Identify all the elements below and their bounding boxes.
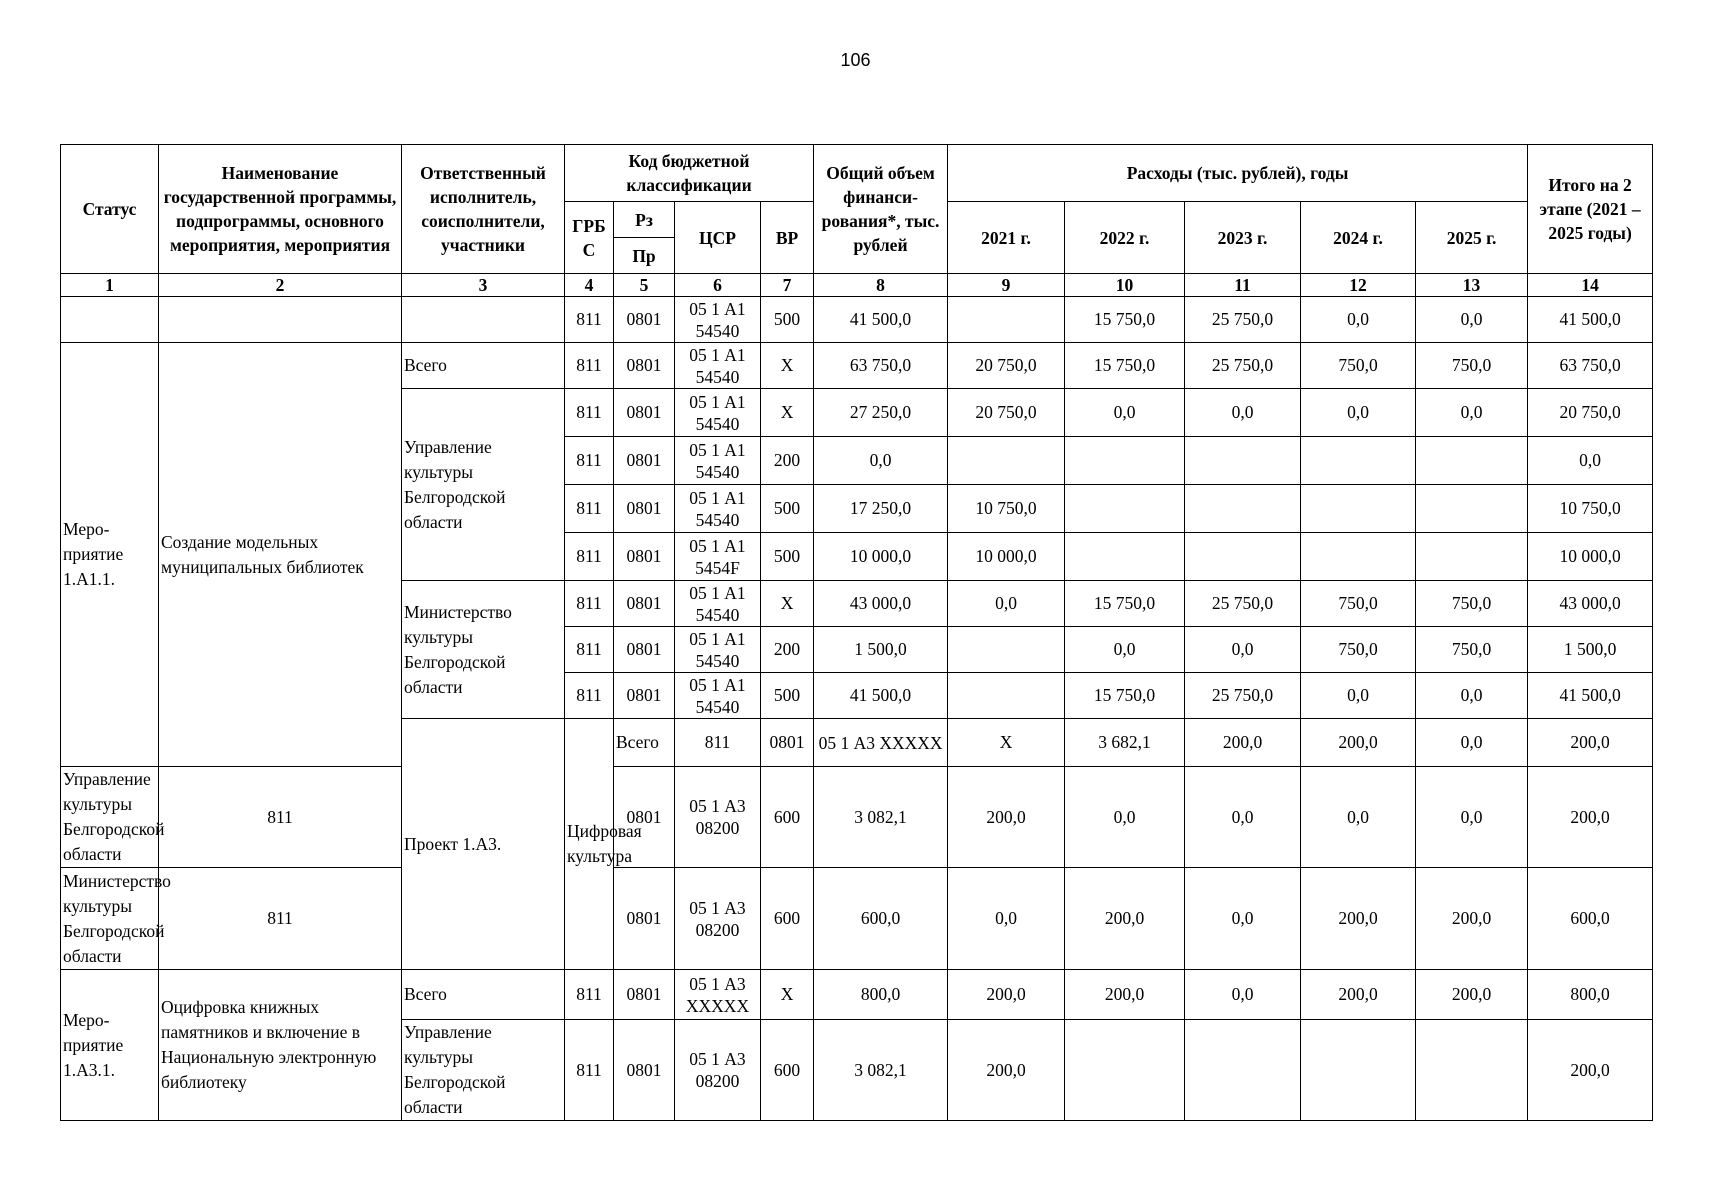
csr-cell: 05 1 А3 08200: [675, 1020, 761, 1121]
year-2022-cell: 200,0: [1301, 719, 1416, 767]
year-2023-cell: 0,0: [1185, 767, 1301, 868]
year-2024-cell: [1301, 485, 1416, 533]
stage-total-cell: 20 750,0: [1528, 389, 1653, 437]
year-2024-cell: 750,0: [1301, 581, 1416, 627]
year-2024-cell: 200,0: [1301, 970, 1416, 1020]
year-2021-cell: 200,0: [948, 970, 1065, 1020]
rzpr-cell: 0801: [614, 627, 675, 673]
stage-total-cell: 63 750,0: [1528, 343, 1653, 389]
csr-cell: 05 1 А1 54540: [675, 343, 761, 389]
vr-cell: 500: [761, 485, 814, 533]
stage-total-cell: 200,0: [1528, 767, 1653, 868]
header-pr: Пр: [614, 238, 675, 274]
year-2021-cell: [948, 673, 1065, 719]
rzpr-cell: 0801: [614, 485, 675, 533]
column-number: 9: [948, 274, 1065, 297]
year-2022-cell: 15 750,0: [1065, 673, 1185, 719]
rzpr-cell: 0801: [614, 868, 675, 970]
year-2022-cell: 15 750,0: [1065, 297, 1185, 343]
stage-total-cell: 1 500,0: [1528, 627, 1653, 673]
rzpr-cell: 0801: [614, 343, 675, 389]
name-cell: Создание модельных муниципальных библиотек: [159, 343, 402, 767]
csr-cell: 05 1 А1 54540: [675, 389, 761, 437]
column-number: 10: [1065, 274, 1185, 297]
year-2023-cell: [1185, 437, 1301, 485]
year-2025-cell: 200,0: [1416, 868, 1528, 970]
total-cell: 41 500,0: [814, 297, 948, 343]
column-number: 11: [1185, 274, 1301, 297]
year-2023-cell: 25 750,0: [1185, 581, 1301, 627]
rzpr-cell: 0801: [614, 389, 675, 437]
header-grbs: ГРБ С: [565, 202, 614, 274]
year-2021-cell: [948, 297, 1065, 343]
status-cell: Меро- приятие 1.А1.1.: [61, 343, 159, 767]
year-2024-cell: [1301, 437, 1416, 485]
stage-total-cell: 0,0: [1528, 437, 1653, 485]
rzpr-cell: 0801: [614, 297, 675, 343]
grbs-cell: 811: [675, 719, 761, 767]
year-2025-cell: 0,0: [1416, 767, 1528, 868]
year-2021-cell: 20 750,0: [948, 389, 1065, 437]
year-2024-cell: 750,0: [1301, 627, 1416, 673]
year-2022-cell: 200,0: [1065, 868, 1185, 970]
year-2024-cell: 0,0: [1301, 673, 1416, 719]
grbs-cell: 811: [565, 437, 614, 485]
year-2021-cell: 200,0: [948, 767, 1065, 868]
stage-total-cell: 600,0: [1528, 868, 1653, 970]
table-row: [61, 868, 1653, 970]
year-2024-cell: [1301, 1020, 1416, 1121]
vr-cell: 600: [761, 767, 814, 868]
header-year-2025: 2025 г.: [1416, 202, 1528, 274]
column-number: 5: [614, 274, 675, 297]
vr-cell: Х: [761, 389, 814, 437]
csr-cell: 05 1 А1 54540: [675, 627, 761, 673]
table-row: [61, 343, 1653, 389]
total-cell: 600,0: [814, 868, 948, 970]
csr-cell: 05 1 А3 08200: [675, 767, 761, 868]
grbs-cell: 811: [565, 627, 614, 673]
total-cell: 1 500,0: [814, 627, 948, 673]
column-number: 1: [61, 274, 159, 297]
grbs-cell: 811: [565, 297, 614, 343]
year-2022-cell: [1065, 485, 1185, 533]
total-cell: 27 250,0: [814, 389, 948, 437]
name-cell: [159, 297, 402, 343]
header-total-volume: Общий объем финанси- рования*, тыс. рублей: [814, 145, 948, 274]
stage-total-cell: 800,0: [1528, 970, 1653, 1020]
stage-total-cell: 10 750,0: [1528, 485, 1653, 533]
header-csr: ЦСР: [675, 202, 761, 274]
year-2022-cell: [1065, 1020, 1185, 1121]
total-cell: 3 082,1: [814, 1020, 948, 1121]
grbs-cell: 811: [565, 533, 614, 581]
year-2023-cell: 25 750,0: [1185, 673, 1301, 719]
year-2023-cell: 0,0: [1416, 719, 1528, 767]
header-vr: ВР: [761, 202, 814, 274]
stage-total-cell: 41 500,0: [1528, 297, 1653, 343]
status-cell: [61, 297, 159, 343]
table-row: [61, 970, 1653, 1020]
vr-cell: Х: [761, 970, 814, 1020]
year-2022-cell: [1065, 437, 1185, 485]
page-number: 106: [840, 50, 871, 70]
csr-cell: 05 1 А1 5454F: [675, 533, 761, 581]
executor-cell: Всего: [402, 343, 565, 389]
vr-cell: 600: [761, 1020, 814, 1121]
column-number-row: [61, 274, 1653, 297]
total-cell: 800,0: [814, 970, 948, 1020]
grbs-cell: 811: [565, 1020, 614, 1121]
header-budget-code: Код бюджетной классификации: [565, 145, 814, 202]
header-row: [61, 145, 1653, 202]
year-2023-cell: [1185, 533, 1301, 581]
year-2021-cell: [948, 627, 1065, 673]
year-2023-cell: 25 750,0: [1185, 297, 1301, 343]
year-2021-cell: 10 750,0: [948, 485, 1065, 533]
year-2025-cell: 750,0: [1416, 581, 1528, 627]
column-number: 12: [1301, 274, 1416, 297]
total-cell: 41 500,0: [814, 673, 948, 719]
csr-cell: 05 1 А1 54540: [675, 673, 761, 719]
rzpr-cell: 0801: [614, 437, 675, 485]
year-2022-cell: 200,0: [1065, 970, 1185, 1020]
grbs-cell: 811: [565, 581, 614, 627]
year-2021-cell: [948, 437, 1065, 485]
year-2025-cell: 0,0: [1416, 389, 1528, 437]
vr-cell: Х: [761, 343, 814, 389]
header-year-2021: 2021 г.: [948, 202, 1065, 274]
rzpr-cell: 0801: [614, 767, 675, 868]
year-2022-cell: 0,0: [1065, 627, 1185, 673]
budget-table: [60, 144, 1653, 1121]
header-rz: Рз: [614, 202, 675, 238]
total-cell: 3 682,1: [1065, 719, 1185, 767]
stage-total-cell: 41 500,0: [1528, 673, 1653, 719]
grbs-cell: 811: [565, 389, 614, 437]
year-2021-cell: 10 000,0: [948, 533, 1065, 581]
header-year-2024: 2024 г.: [1301, 202, 1416, 274]
table-row: [61, 297, 1653, 343]
year-2021-cell: 0,0: [948, 868, 1065, 970]
year-2025-cell: 200,0: [1416, 970, 1528, 1020]
year-2025-cell: [1416, 437, 1528, 485]
csr-cell: 05 1 А1 54540: [675, 297, 761, 343]
csr-cell: 05 1 А1 54540: [675, 437, 761, 485]
year-2023-cell: 0,0: [1185, 389, 1301, 437]
rzpr-cell: 0801: [614, 673, 675, 719]
year-2024-cell: 200,0: [1528, 719, 1653, 767]
name-cell: Цифровая культура: [565, 719, 614, 970]
executor-cell: [402, 297, 565, 343]
stage-total-cell: 10 000,0: [1528, 533, 1653, 581]
status-cell: Меро- приятие 1.А3.1.: [61, 970, 159, 1121]
executor-cell: Управление культуры Белгородской области: [402, 389, 565, 581]
year-2025-cell: 750,0: [1416, 343, 1528, 389]
header-status: Статус: [61, 145, 159, 274]
total-cell: 63 750,0: [814, 343, 948, 389]
rzpr-cell: 0801: [614, 970, 675, 1020]
year-2022-cell: 15 750,0: [1065, 343, 1185, 389]
total-cell: 10 000,0: [814, 533, 948, 581]
year-2022-cell: 0,0: [1065, 767, 1185, 868]
vr-cell: Х: [948, 719, 1065, 767]
year-2025-cell: [1416, 485, 1528, 533]
grbs-cell: 811: [565, 970, 614, 1020]
column-number: 4: [565, 274, 614, 297]
csr-cell: 05 1 А1 54540: [675, 485, 761, 533]
executor-cell: Министерство культуры Белгородской области: [61, 868, 159, 970]
year-2024-cell: 0,0: [1301, 767, 1416, 868]
column-number: 3: [402, 274, 565, 297]
year-2023-cell: 25 750,0: [1185, 343, 1301, 389]
year-2025-cell: 0,0: [1416, 297, 1528, 343]
header-stage-total: Итого на 2 этапе (2021 – 2025 годы): [1528, 145, 1653, 274]
grbs-cell: 811: [565, 673, 614, 719]
year-2021-cell: 20 750,0: [948, 343, 1065, 389]
vr-cell: 500: [761, 673, 814, 719]
executor-cell: Министерство культуры Белгородской области: [402, 581, 565, 719]
year-2023-cell: 0,0: [1185, 868, 1301, 970]
stage-total-cell: 43 000,0: [1528, 581, 1653, 627]
total-cell: 17 250,0: [814, 485, 948, 533]
year-2025-cell: 750,0: [1416, 627, 1528, 673]
year-2025-cell: [1416, 533, 1528, 581]
stage-total-cell: 200,0: [1528, 1020, 1653, 1121]
vr-cell: 500: [761, 533, 814, 581]
vr-cell: 200: [761, 437, 814, 485]
vr-cell: 600: [761, 868, 814, 970]
header-executor: Ответственный исполнитель, соисполнители, участники: [402, 145, 565, 274]
header-expenses: Расходы (тыс. рублей), годы: [948, 145, 1528, 202]
status-cell: Проект 1.А3.: [402, 719, 565, 970]
grbs-cell: 811: [565, 485, 614, 533]
total-cell: 0,0: [814, 437, 948, 485]
year-2023-cell: 0,0: [1185, 627, 1301, 673]
year-2023-cell: [1185, 1020, 1301, 1121]
header-name: Наименование государственной программы, подпрограммы, основного мероприятия, мероприятия: [159, 145, 402, 274]
total-cell: 43 000,0: [814, 581, 948, 627]
year-2022-cell: 0,0: [1065, 389, 1185, 437]
year-2025-cell: [1416, 1020, 1528, 1121]
year-2025-cell: 0,0: [1416, 673, 1528, 719]
csr-cell: 05 1 А3 ХХХХХ: [675, 970, 761, 1020]
grbs-cell: 811: [159, 868, 402, 970]
csr-cell: 05 1 А3 08200: [675, 868, 761, 970]
column-number: 7: [761, 274, 814, 297]
year-2021-cell: 200,0: [1185, 719, 1301, 767]
header-year-2023: 2023 г.: [1185, 202, 1301, 274]
csr-cell: 05 1 А3 ХХХХХ: [814, 719, 948, 767]
year-2021-cell: 200,0: [948, 1020, 1065, 1121]
column-number: 8: [814, 274, 948, 297]
rzpr-cell: 0801: [614, 581, 675, 627]
column-number: 6: [675, 274, 761, 297]
year-2024-cell: 0,0: [1301, 297, 1416, 343]
executor-cell: Управление культуры Белгородской области: [402, 1020, 565, 1121]
executor-cell: Всего: [402, 970, 565, 1020]
vr-cell: 500: [761, 297, 814, 343]
csr-cell: 05 1 А1 54540: [675, 581, 761, 627]
year-2024-cell: [1301, 533, 1416, 581]
year-2021-cell: 0,0: [948, 581, 1065, 627]
total-cell: 3 082,1: [814, 767, 948, 868]
year-2024-cell: 200,0: [1301, 868, 1416, 970]
year-2024-cell: 750,0: [1301, 343, 1416, 389]
year-2024-cell: 0,0: [1301, 389, 1416, 437]
name-cell: Оцифровка книжных памятников и включение в Национальную электронную библиотеку: [159, 970, 402, 1121]
rzpr-cell: 0801: [614, 533, 675, 581]
executor-cell: Управление культуры Белгородской области: [61, 767, 159, 868]
year-2023-cell: 0,0: [1185, 970, 1301, 1020]
column-number: 13: [1416, 274, 1528, 297]
column-number: 2: [159, 274, 402, 297]
year-2023-cell: [1185, 485, 1301, 533]
rzpr-cell: 0801: [761, 719, 814, 767]
grbs-cell: 811: [159, 767, 402, 868]
rzpr-cell: 0801: [614, 1020, 675, 1121]
vr-cell: Х: [761, 581, 814, 627]
grbs-cell: 811: [565, 343, 614, 389]
year-2022-cell: 15 750,0: [1065, 581, 1185, 627]
year-2022-cell: [1065, 533, 1185, 581]
vr-cell: 200: [761, 627, 814, 673]
table-row: [61, 767, 1653, 868]
column-number: 14: [1528, 274, 1653, 297]
header-year-2022: 2022 г.: [1065, 202, 1185, 274]
executor-cell: Всего: [614, 719, 675, 767]
